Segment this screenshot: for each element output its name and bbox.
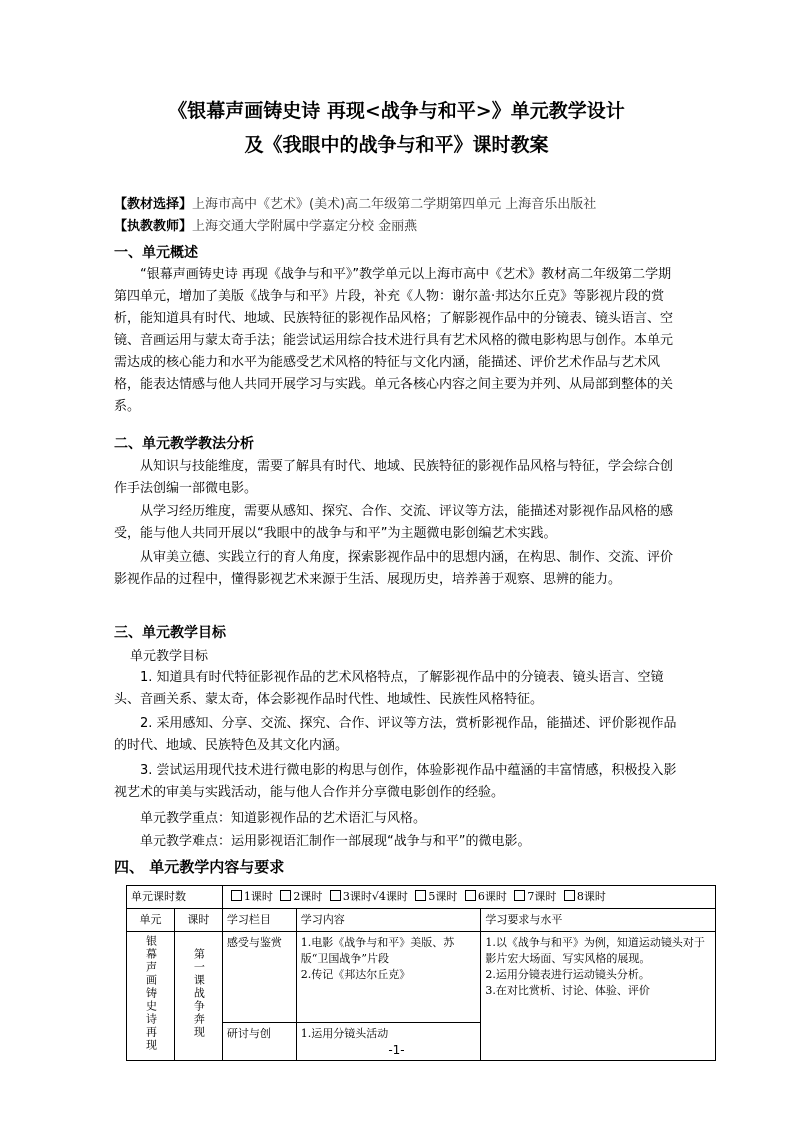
- table-header-row: [127, 909, 716, 932]
- teacher-value: 上海交通大学附属中学嘉定分校 金丽燕: [192, 219, 418, 234]
- header-unit: 单元: [127, 909, 175, 932]
- row1-content: 1.电影《战争与和平》美版、苏版“卫国战争”片段 2.传记《邦达尔丘克》: [296, 932, 481, 1023]
- checkbox-3: [330, 890, 341, 901]
- header-requirements: 学习要求与水平: [481, 909, 716, 932]
- key-point: 单元教学重点：知道影视作品的艺术语汇与风格。: [140, 811, 427, 826]
- checkbox-6: [465, 890, 476, 901]
- document-title-line-1: 《银幕声画铸史诗 再现<战争与和平>》单元教学设计: [168, 100, 625, 122]
- page-number: -1-: [388, 1043, 405, 1057]
- content-table: [126, 885, 716, 1061]
- checkbox-7: [514, 890, 525, 901]
- hours-options: 1课时 2课时 3课时√4课时 5课时 6课时 7课时 8课时: [222, 886, 715, 909]
- checkbox-8: [564, 890, 575, 901]
- section-3-heading: 三、单元教学目标: [114, 625, 226, 641]
- section-2-paragraph-1: 从知识与技能维度，需要了解具有时代、地域、民族特征的影视作品风格与特征，学会综合创作手法创编一部微电影。: [114, 459, 674, 496]
- checkbox-1: [231, 890, 242, 901]
- unit-name-cell: 银幕声画铸史诗再现: [127, 932, 175, 1061]
- section-2-heading: 二、单元教学教法分析: [114, 436, 254, 452]
- goal-3: 3. 尝试运用现代技术进行微电影的构思与创作，体验影视作品中蕴涵的丰富情感，积极投入影视艺术的审美与实践活动，能与他人合作并分享微电影创作的经验。: [114, 763, 677, 800]
- textbook-label: 【教材选择】: [114, 197, 193, 212]
- row1-requirements: 1.以《战争与和平》为例，知道运动镜头对于影片宏大场面、写实风格的展现。 2.运用分镜表进行运动镜头分析。 3.在对比赏析、讨论、体验、评价: [481, 932, 716, 1061]
- table-row-hours: [127, 886, 716, 909]
- section-1-body: “银幕声画铸史诗 再现《战争与和平》”教学单元以上海市高中《艺术》教材高二年级第二学期第四单元，增加了美版《战争与和平》片段，补充《人物：谢尔盖·邦达尔丘克》等影视片段的赏析，能知道具有时代、地域、民族特征的影视作品风格；了解影视作品中的分镜表、镜头语言、空镜、音画运用与蒙太奇手法；能尝试运用综合技术进行具有艺术风格的微电影构思与创作。本单元需达成的核心能力和水平为能感受艺术风格的特征与文化内涵，能描述、评价艺术作品与艺术风格，能表达情感与他人共同开展学习与实践。单元各核心内容之间主要为并列、从局部到整体的关系。: [114, 267, 674, 414]
- goal-1: 1. 知道具有时代特征影视作品的艺术风格特点，了解影视作品中的分镜表、镜头语言、空镜头、音画关系、蒙太奇，体会影视作品时代性、地域性、民族性风格特征。: [114, 670, 664, 707]
- section-3-subheading: 单元教学目标: [130, 649, 209, 664]
- checkbox-5: [415, 890, 426, 901]
- header-lesson: 课时: [174, 909, 222, 932]
- section-1-heading: 一、单元概述: [114, 245, 198, 261]
- difficult-point: 单元教学难点：运用影视语汇制作一部展现“战争与和平”的微电影。: [140, 834, 531, 849]
- checkbox-2: [280, 890, 291, 901]
- header-content: 学习内容: [296, 909, 481, 932]
- row2-content: 1.运用分镜头活动: [296, 1022, 481, 1060]
- hours-label: 单元课时数: [127, 886, 223, 909]
- row2-column: 研讨与创: [222, 1022, 296, 1060]
- section-2-paragraph-2: 从学习经历维度，需要从感知、探究、合作、交流、评议等方法，能描述对影视作品风格的感受，能与他人共同开展以“我眼中的战争与和平”为主题微电影创编艺术实践。: [114, 504, 674, 541]
- document-title-line-2: 及《我眼中的战争与和平》课时教案: [244, 134, 549, 156]
- section-4-heading: 四、 单元教学内容与要求: [114, 858, 285, 876]
- teacher-label: 【执教教师】: [114, 219, 193, 234]
- header-column: 学习栏目: [222, 909, 296, 932]
- row1-column: 感受与鉴赏: [222, 932, 296, 1023]
- teacher-line: [114, 217, 684, 237]
- table-row: [127, 932, 716, 1023]
- section-2-paragraph-3: 从审美立德、实践立行的育人角度，探索影视作品中的思想内涵，在构思、制作、交流、评价影视作品的过程中，懂得影视艺术来源于生活、展现历史，培养善于观察、思辨的能力。: [114, 550, 674, 587]
- textbook-line: [114, 195, 684, 215]
- goal-2: 2. 采用感知、分享、交流、探究、合作、评议等方法，赏析影视作品，能描述、评价影视作品的时代、地域、民族特色及其文化内涵。: [114, 716, 677, 753]
- lesson-name-cell: 第一课战争奔现: [174, 932, 222, 1061]
- textbook-value: 上海市高中《艺术》(美术)高二年级第二学期第四单元 上海音乐出版社: [192, 197, 597, 212]
